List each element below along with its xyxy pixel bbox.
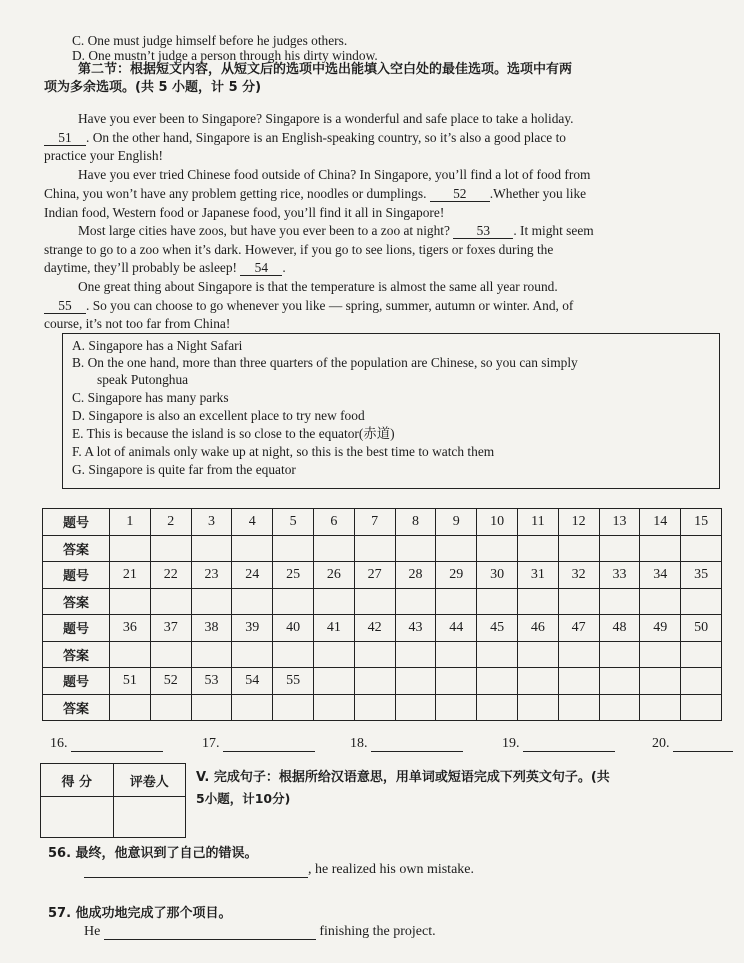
- question-number-cell: [517, 668, 558, 695]
- question-number-cell: 53: [191, 668, 232, 695]
- question-number-cell: 37: [150, 615, 191, 642]
- question-number-cell: 50: [681, 615, 722, 642]
- question-number-cell: [395, 668, 436, 695]
- number-row: [43, 615, 722, 642]
- option-d: D. Singapore is also an excellent place to try new food: [72, 408, 365, 423]
- passage-p1-line3: practice your English!: [44, 148, 163, 163]
- question-number-cell: 41: [313, 615, 354, 642]
- answer-cell[interactable]: [599, 694, 640, 721]
- question-number-cell: 31: [517, 562, 558, 589]
- answer-cell[interactable]: [436, 694, 477, 721]
- question-number-cell: 8: [395, 509, 436, 536]
- blank-line-18[interactable]: [371, 737, 463, 752]
- answer-row-label: 答案: [43, 641, 110, 668]
- answer-cell[interactable]: [681, 535, 722, 562]
- question-number-cell: 34: [640, 562, 681, 589]
- answer-cell[interactable]: [313, 694, 354, 721]
- question-number-cell: 15: [681, 509, 722, 536]
- question-number-cell: 55: [273, 668, 314, 695]
- question-number-cell: 44: [436, 615, 477, 642]
- option-b-cont: speak Putonghua: [97, 372, 189, 387]
- question-number-cell: 1: [110, 509, 151, 536]
- answer-cell[interactable]: [150, 694, 191, 721]
- blank-55: 55: [44, 299, 86, 314]
- number-row-label: 题号: [43, 562, 110, 589]
- answer-cell[interactable]: [313, 535, 354, 562]
- answer-cell[interactable]: [232, 535, 273, 562]
- question-number-cell: 14: [640, 509, 681, 536]
- number-row: [43, 562, 722, 589]
- answer-row: [43, 535, 722, 562]
- question-number-cell: 35: [681, 562, 722, 589]
- passage-p4-line3: course, it’s not too far from China!: [44, 316, 231, 331]
- answer-cell[interactable]: [232, 588, 273, 615]
- answer-cell[interactable]: [150, 641, 191, 668]
- question-number-cell: 43: [395, 615, 436, 642]
- section2-instruction-1: 第二节：根据短文内容，从短文后的选项中选出能填入空白处的最佳选项。选项中有两: [78, 62, 573, 77]
- answer-cell[interactable]: [681, 588, 722, 615]
- answer-cell[interactable]: [477, 535, 518, 562]
- question-number-cell: 6: [313, 509, 354, 536]
- answer-cell[interactable]: [517, 535, 558, 562]
- question-57-zh: 57. 他成功地完成了那个项目。: [48, 906, 232, 921]
- answer-cell[interactable]: [110, 694, 151, 721]
- answer-cell[interactable]: [599, 641, 640, 668]
- score-box: [40, 763, 186, 838]
- blank-53: 53: [453, 224, 513, 239]
- answer-line-57[interactable]: [104, 925, 316, 940]
- answer-cell[interactable]: [477, 694, 518, 721]
- option-a: A. Singapore has a Night Safari: [72, 338, 243, 353]
- answer-cell[interactable]: [354, 641, 395, 668]
- answer-row: [43, 588, 722, 615]
- answer-cell[interactable]: [273, 535, 314, 562]
- blank-label-17: 17.: [202, 736, 220, 751]
- answer-cell[interactable]: [191, 535, 232, 562]
- passage-p3-line1: Most large cities have zoos, but have you ever been to a zoo at night? 53 . It might seem: [78, 223, 594, 238]
- question-number-cell: 10: [477, 509, 518, 536]
- answer-row-label: 答案: [43, 588, 110, 615]
- section5-instruction: V. 完成句子：根据所给汉语意思，用单词或短语完成下列英文句子。(共 5小题，计10分): [196, 770, 610, 806]
- answer-cell[interactable]: [599, 588, 640, 615]
- options-box: [62, 333, 720, 489]
- question-number-cell: 52: [150, 668, 191, 695]
- question-number-cell: [436, 668, 477, 695]
- passage-p1-line1: Have you ever been to Singapore? Singapore is a wonderful and safe place to take a holiday.: [78, 111, 574, 126]
- passage-p3-line2: strange to go to a zoo when it’s dark. However, if you go to see lions, tigers or foxes during the: [44, 242, 554, 257]
- section2-instruction-2: 项为多余选项。(共 5 小题，计 5 分): [44, 80, 262, 95]
- question-number-cell: 39: [232, 615, 273, 642]
- answer-cell[interactable]: [313, 641, 354, 668]
- answer-cell[interactable]: [599, 535, 640, 562]
- question-number-cell: 45: [477, 615, 518, 642]
- question-56-zh: 56. 最终，他意识到了自己的错误。: [48, 846, 258, 861]
- question-number-cell: 23: [191, 562, 232, 589]
- answer-cell[interactable]: [640, 694, 681, 721]
- question-number-cell: 36: [110, 615, 151, 642]
- option-f: F. A lot of animals only wake up at night, so this is the best time to watch them: [72, 444, 495, 459]
- answer-cell[interactable]: [640, 588, 681, 615]
- blank-line-17[interactable]: [223, 737, 315, 752]
- answer-cell[interactable]: [150, 535, 191, 562]
- answer-cell[interactable]: [477, 588, 518, 615]
- question-number-cell: 26: [313, 562, 354, 589]
- answer-cell[interactable]: [191, 588, 232, 615]
- question-number-cell: 4: [232, 509, 273, 536]
- answer-cell[interactable]: [191, 694, 232, 721]
- question-number-cell: 38: [191, 615, 232, 642]
- answer-cell[interactable]: [395, 535, 436, 562]
- passage-p2-line1: Have you ever tried Chinese food outside of China? In Singapore, you’ll find a lot of food from: [78, 167, 591, 182]
- answer-cell[interactable]: [232, 641, 273, 668]
- answer-cell[interactable]: [313, 588, 354, 615]
- answer-cell[interactable]: [558, 588, 599, 615]
- score-cell[interactable]: [41, 797, 114, 838]
- question-number-cell: 28: [395, 562, 436, 589]
- number-row: [43, 509, 722, 536]
- answer-cell[interactable]: [110, 535, 151, 562]
- prev-option-c: C. One must judge himself before he judges others.: [72, 33, 348, 48]
- answer-cell[interactable]: [517, 588, 558, 615]
- question-number-cell: 42: [354, 615, 395, 642]
- answer-cell[interactable]: [558, 694, 599, 721]
- answer-grid: [42, 508, 722, 721]
- question-number-cell: [599, 668, 640, 695]
- blank-52: 52: [430, 187, 490, 202]
- passage-p1-line2: 51 . On the other hand, Singapore is an English-speaking country, so it’s also a good place to: [44, 129, 716, 146]
- blank-line-20[interactable]: [673, 737, 733, 752]
- question-number-cell: 11: [517, 509, 558, 536]
- answer-cell[interactable]: [395, 694, 436, 721]
- blank-51: 51: [44, 131, 86, 146]
- question-number-cell: 49: [640, 615, 681, 642]
- answer-cell[interactable]: [558, 535, 599, 562]
- blank-54: 54: [240, 261, 282, 276]
- answer-cell[interactable]: [191, 641, 232, 668]
- question-number-cell: 5: [273, 509, 314, 536]
- question-number-cell: 13: [599, 509, 640, 536]
- answer-cell[interactable]: [395, 641, 436, 668]
- question-number-cell: 46: [517, 615, 558, 642]
- question-number-cell: 22: [150, 562, 191, 589]
- blank-label-20: 20.: [652, 736, 670, 751]
- question-number-cell: 32: [558, 562, 599, 589]
- answer-cell[interactable]: [273, 694, 314, 721]
- blank-line-19[interactable]: [523, 737, 615, 752]
- answer-cell[interactable]: [640, 535, 681, 562]
- answer-row-label: 答案: [43, 694, 110, 721]
- question-number-cell: 51: [110, 668, 151, 695]
- answer-cell[interactable]: [558, 641, 599, 668]
- question-number-cell: [558, 668, 599, 695]
- answer-row: [43, 641, 722, 668]
- number-row-label: 题号: [43, 615, 110, 642]
- question-number-cell: 29: [436, 562, 477, 589]
- answer-cell[interactable]: [110, 588, 151, 615]
- answer-cell[interactable]: [395, 588, 436, 615]
- question-number-cell: 24: [232, 562, 273, 589]
- passage-p4-line2: 55 . So you can choose to go whenever you like — spring, summer, autumn or winter. And, of: [44, 297, 716, 314]
- answer-cell[interactable]: [517, 694, 558, 721]
- passage-p2-line3: Indian food, Western food or Japanese food, you’ll find it all in Singapore!: [44, 205, 445, 220]
- answer-cell[interactable]: [273, 641, 314, 668]
- grader-cell[interactable]: [113, 797, 186, 838]
- question-number-cell: [477, 668, 518, 695]
- question-56-answer: , he realized his own mistake.: [84, 862, 474, 878]
- blank-label-18: 18.: [350, 736, 368, 751]
- question-number-cell: 2: [150, 509, 191, 536]
- question-number-cell: 54: [232, 668, 273, 695]
- answer-row-label: 答案: [43, 535, 110, 562]
- question-number-cell: 30: [477, 562, 518, 589]
- answer-cell[interactable]: [517, 641, 558, 668]
- question-57-answer: He finishing the project.: [84, 924, 436, 939]
- question-number-cell: [640, 668, 681, 695]
- question-number-cell: 48: [599, 615, 640, 642]
- answer-cell[interactable]: [232, 694, 273, 721]
- question-number-cell: [681, 668, 722, 695]
- question-number-cell: 7: [354, 509, 395, 536]
- question-number-cell: 47: [558, 615, 599, 642]
- question-number-cell: [313, 668, 354, 695]
- option-b: B. On the one hand, more than three quarters of the population are Chinese, so you can simply: [72, 355, 578, 370]
- score-label: 得 分: [41, 764, 114, 797]
- answer-cell[interactable]: [640, 641, 681, 668]
- number-row-label: 题号: [43, 668, 110, 695]
- answer-line-56[interactable]: [84, 863, 308, 878]
- answer-cell[interactable]: [681, 694, 722, 721]
- number-row-label: 题号: [43, 509, 110, 536]
- option-c: C. Singapore has many parks: [72, 390, 229, 405]
- passage-p3-line3: daytime, they’ll probably be asleep! 54 .: [44, 260, 286, 275]
- question-number-cell: 9: [436, 509, 477, 536]
- option-g: G. Singapore is quite far from the equator: [72, 462, 296, 477]
- blank-label-19: 19.: [502, 736, 520, 751]
- question-number-cell: 33: [599, 562, 640, 589]
- answer-cell[interactable]: [354, 694, 395, 721]
- answer-cell[interactable]: [150, 588, 191, 615]
- answer-cell[interactable]: [681, 641, 722, 668]
- question-number-cell: [354, 668, 395, 695]
- blank-line-16[interactable]: [71, 737, 163, 752]
- question-number-cell: 25: [273, 562, 314, 589]
- answer-cell[interactable]: [354, 535, 395, 562]
- question-number-cell: 40: [273, 615, 314, 642]
- number-row: [43, 668, 722, 695]
- answer-cell[interactable]: [273, 588, 314, 615]
- question-number-cell: 3: [191, 509, 232, 536]
- grader-label: 评卷人: [113, 764, 186, 797]
- option-e: E. This is because the island is so close to the equator(赤道): [72, 426, 395, 441]
- answer-cell[interactable]: [477, 641, 518, 668]
- blank-label-16: 16.: [50, 736, 68, 751]
- answer-cell[interactable]: [436, 535, 477, 562]
- prev-option-d: D. One mustn’t judge a person through his dirty window.: [72, 48, 378, 63]
- answer-cell[interactable]: [110, 641, 151, 668]
- answer-cell[interactable]: [436, 588, 477, 615]
- question-number-cell: 21: [110, 562, 151, 589]
- question-number-cell: 27: [354, 562, 395, 589]
- passage-p2-line2: China, you won’t have any problem getting rice, noodles or dumplings. 52 .Whether you like: [44, 186, 587, 201]
- answer-cell[interactable]: [354, 588, 395, 615]
- question-number-cell: 12: [558, 509, 599, 536]
- passage-p4-line1: One great thing about Singapore is that the temperature is almost the same all year round.: [78, 279, 558, 294]
- answer-row: [43, 694, 722, 721]
- answer-cell[interactable]: [436, 641, 477, 668]
